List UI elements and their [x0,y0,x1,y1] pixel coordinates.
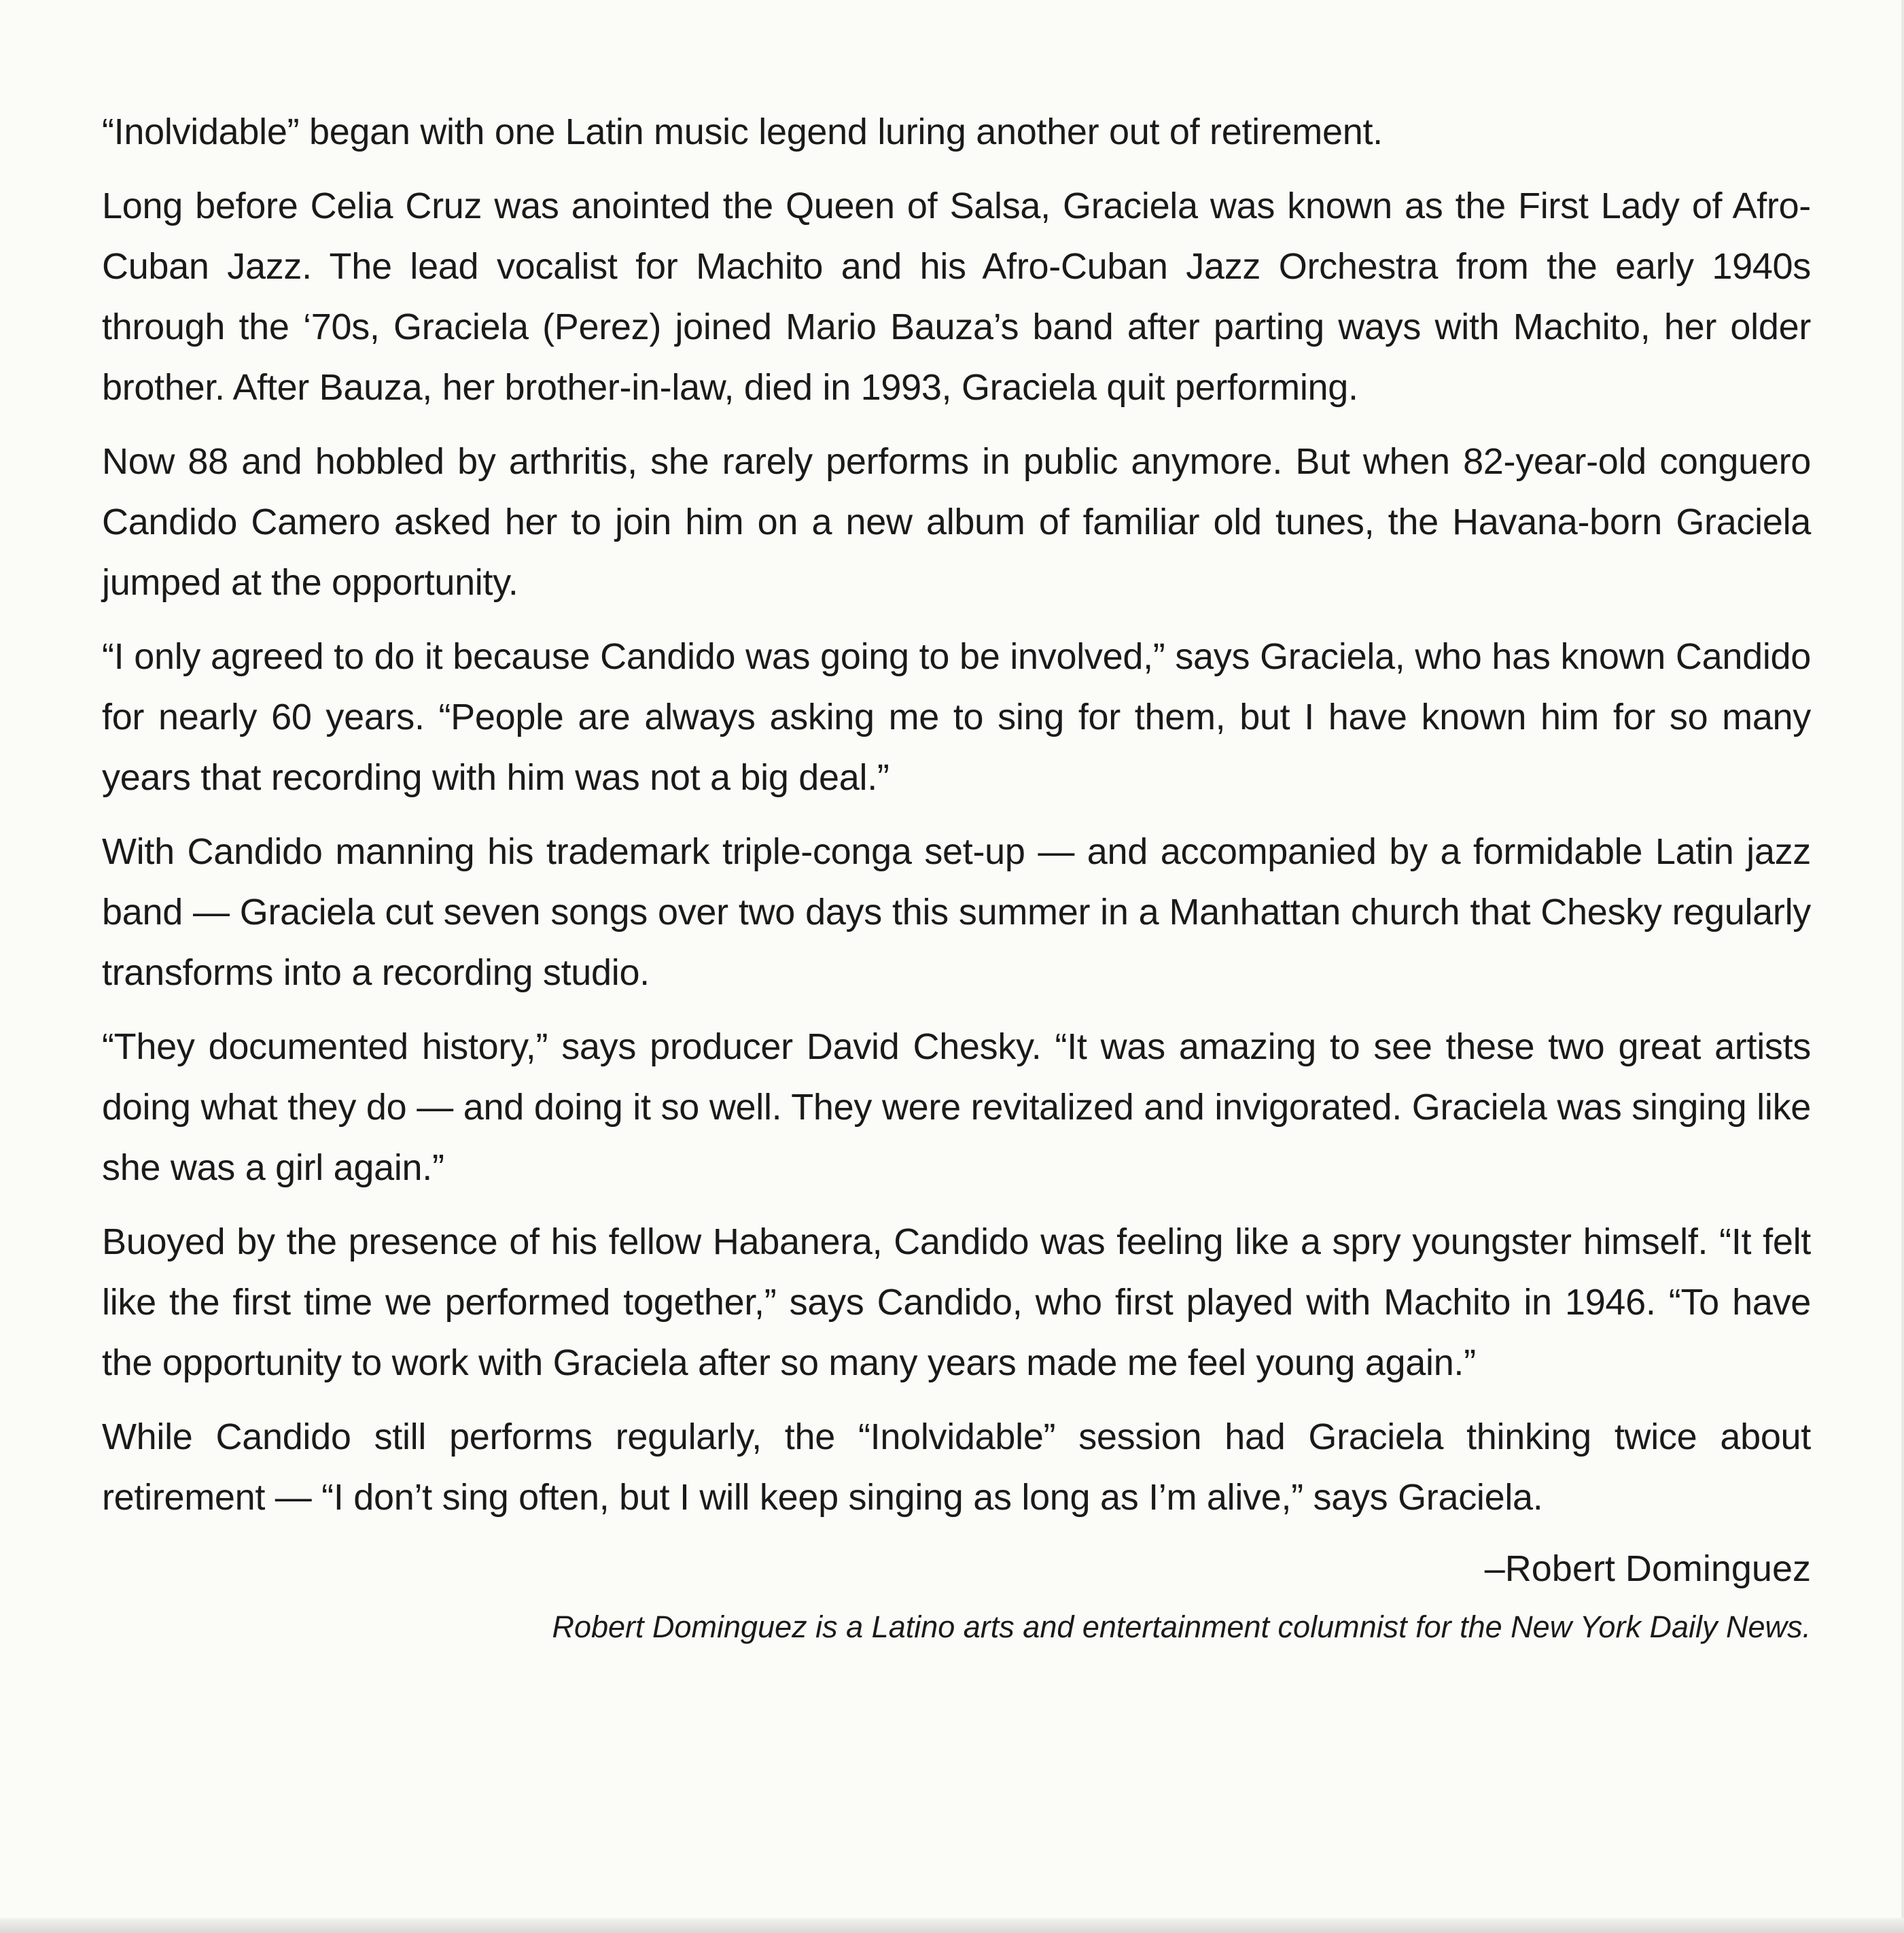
author-bio: Robert Dominguez is a Latino arts and entertainment columnist for the New York Daily News. [552,1609,1811,1644]
paragraph-closing: While Candido still performs regularly, the “Inolvidable” session had Graciela thinking twice about retirement — “I don’t sing often, but I will keep singing as long as I’m alive,” says Graciela. [102,1416,1811,1518]
scan-edge-bottom [0,1918,1904,1933]
paragraph-intro: “Inolvidable” began with one Latin music legend luring another out of retirement. [102,111,1383,152]
paragraph-recording-session: With Candido manning his trademark triple-conga set-up — and accompanied by a formidable Latin jazz band — Graciela cut seven songs over two days this summer in a Manhattan church that Chesky regularly transforms into a recording studio. [102,831,1811,993]
article-body [102,102,1811,1654]
paragraph-chesky-quote: “They documented history,” says producer David Chesky. “It was amazing to see these two great artists doing what they do — and doing it so well. They were revitalized and invigorated. Graciela was singing like she was a girl again.” [102,1026,1811,1188]
paragraph-candido-quote: Buoyed by the presence of his fellow Habanera, Candido was feeling like a spry youngster himself. “It felt like the first time we performed together,” says Candido, who first played with Machito in 1946. “To have the opportunity to work with Graciela after so many years made me feel young again.” [102,1221,1811,1383]
paragraph-candido-invitation: Now 88 and hobbled by arthritis, she rarely performs in public anymore. But when 82-year-old conguero Candido Camero asked her to join him on a new album of familiar old tunes, the Havana-born Graciela jumped at the opportunity. [102,441,1811,603]
author-byline: –Robert Dominguez [1484,1548,1811,1589]
scan-edge-right [1901,0,1904,1933]
paragraph-graciela-background: Long before Celia Cruz was anointed the Queen of Salsa, Graciela was known as the First Lady of Afro-Cuban Jazz. The lead vocalist for Machito and his Afro-Cuban Jazz Orchestra from the early 1940s through the ‘70s, Graciela (Perez) joined Mario Bauza’s band after parting ways with Machito, her older brother. After Bauza, her brother-in-law, died in 1993, Graciela quit performing. [102,186,1811,408]
paragraph-graciela-quote: “I only agreed to do it because Candido was going to be involved,” says Graciela, who has known Candido for nearly 60 years. “People are always asking me to sing for them, but I have known him for so many years that recording with him was not a big deal.” [102,636,1811,798]
